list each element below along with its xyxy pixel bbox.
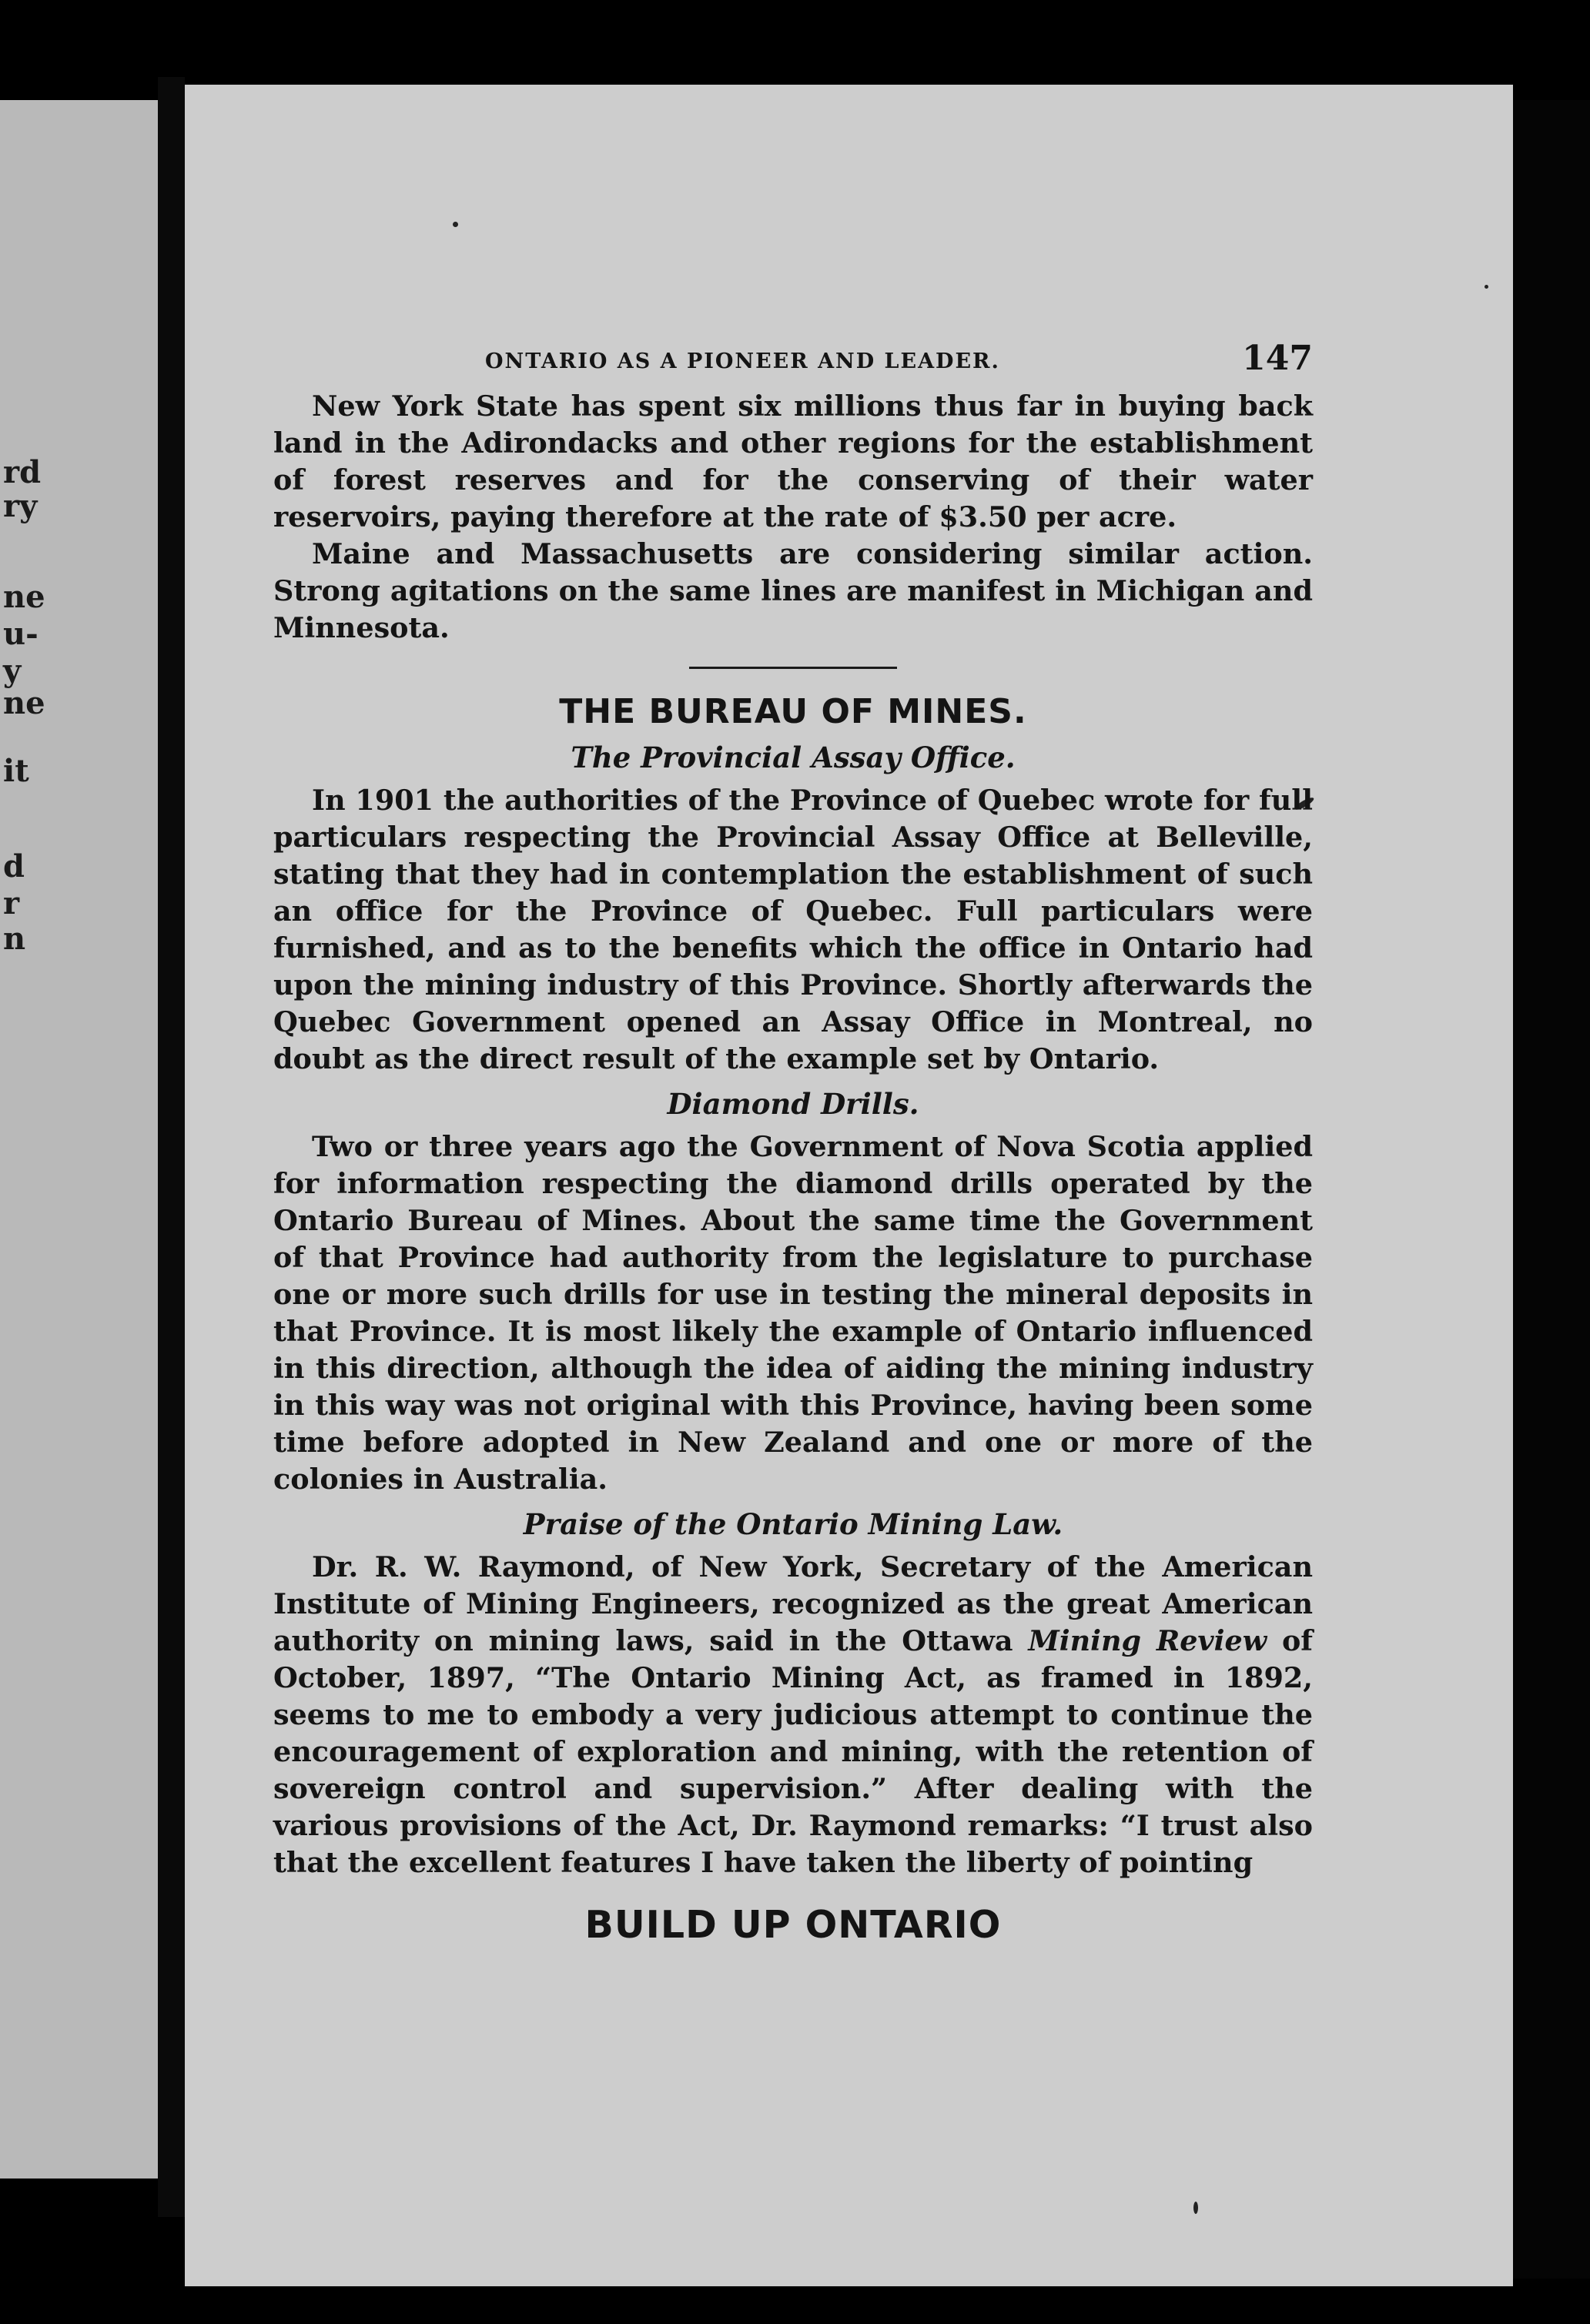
paragraph xyxy=(273,1549,1313,1881)
book-page xyxy=(185,85,1513,2286)
fragment-line: rd xyxy=(3,454,42,490)
fragment-line: ry xyxy=(3,488,38,524)
subsection-heading: Praise of the Ontario Mining Law. xyxy=(523,1507,1063,1541)
paragraph: Maine and Massachusetts are considering similar action. Strong agitations on the same lines are manifest in Michigan and Minnesota. xyxy=(273,537,1313,644)
fragment-line: it xyxy=(3,753,29,789)
page-number: 147 xyxy=(1242,339,1313,378)
running-title: ONTARIO AS A PIONEER AND LEADER. xyxy=(485,349,1000,373)
footer-slogan: BUILD UP ONTARIO xyxy=(584,1903,1002,1947)
section-divider xyxy=(689,667,897,669)
book-gutter xyxy=(158,77,185,2217)
paragraph: In 1901 the authorities of the Province of Quebec wrote for full particulars respecting the Provincial Assay Office at Belleville, stating that they had in contemplation the establishment of such an office for the Province of Quebec. Full particulars were furnished, and as to the benefits which the office in Ontario had upon the mining industry of this Province. Shortly afterwards the Quebec Government opened an Assay Office in Montreal, no doubt as the direct result of the example set by Ontario. xyxy=(273,784,1313,1075)
fragment-line: n xyxy=(3,921,26,957)
running-head xyxy=(273,339,1313,388)
publication-title: Mining Review xyxy=(1028,1624,1267,1657)
ink-speck xyxy=(1485,285,1488,289)
scan-border xyxy=(1513,100,1590,2279)
fragment-line: y xyxy=(3,653,22,689)
fragment-line: ne xyxy=(3,579,45,615)
facing-page-fragment xyxy=(0,100,158,2179)
section-title: THE BUREAU OF MINES. xyxy=(559,692,1027,731)
fragment-line: u- xyxy=(3,616,38,652)
ink-speck xyxy=(1193,2202,1198,2214)
paragraph-text: Dr. R. W. Raymond, of New York, Secretary of the American Institute of Mining Engineers, recognized as the great American authority on mining laws, said in the Ottawa xyxy=(273,1550,1313,1657)
ink-speck xyxy=(453,222,458,227)
paragraph: New York State has spent six millions thus far in buying back land in the Adirondacks and other regions for the establishment of forest reserves and for the conserving of their water reservoirs, paying therefore at the rate of $3.50 per acre. xyxy=(273,390,1313,533)
page-content xyxy=(273,339,1313,1947)
fragment-line: d xyxy=(3,848,25,884)
fragment-line: r xyxy=(3,885,20,921)
paragraph-text: of October, 1897, “The Ontario Mining Act, as framed in 1892, seems to me to embody a very judicious attempt to continue the encouragement of exploration and mining, with the retention of sovereign control and supervision.” After dealing with the various provisions of the Act, Dr. Raymond remarks: “I trust also that the excellent features I have taken the liberty of pointing xyxy=(273,1624,1313,1879)
subsection-heading: The Provincial Assay Office. xyxy=(571,741,1016,774)
fragment-line: ne xyxy=(3,685,45,721)
paragraph: Two or three years ago the Government of Nova Scotia applied for information respecting the diamond drills operated by the Ontario Bureau of Mines. About the same time the Government of that Province had authority from the legislature to purchase one or more such drills for use in testing the mineral deposits in that Province. It is most likely the example of Ontario influenced in this direction, although the idea of aiding the mining industry in this way was not original with this Province, having been some time before adopted in New Zealand and one or more of the colonies in Australia. xyxy=(273,1130,1313,1496)
subsection-heading: Diamond Drills. xyxy=(667,1087,919,1121)
